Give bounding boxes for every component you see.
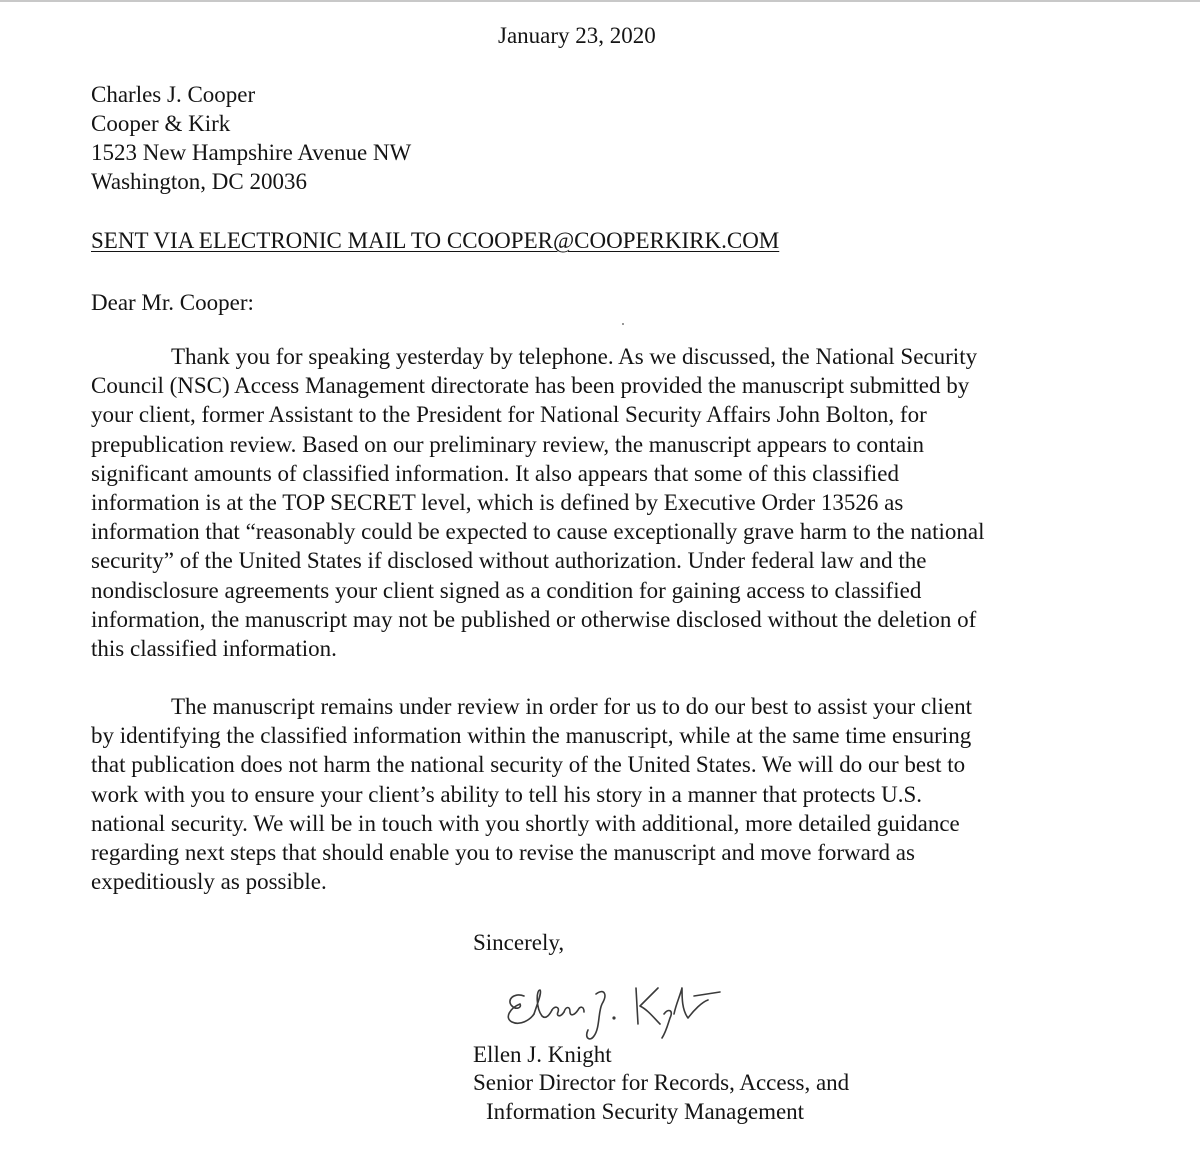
recipient-city: Washington, DC 20036 [91,169,308,194]
salutation: Dear Mr. Cooper: [91,290,254,315]
paragraph-line: Thank you for speaking yesterday by telephone. As we discussed, the National Security [171,344,978,369]
scan-top-edge [0,0,1200,2]
signer-title-line-1: Senior Director for Records, Access, and [473,1070,850,1095]
paragraph-line: information, the manuscript may not be published or otherwise disclosed without the deletion of [91,606,977,632]
signer-title-line-2: Information Security Management [486,1099,805,1124]
scan-speck [622,323,624,325]
recipient-firm: Cooper & Kirk [91,111,231,136]
paragraph-line: national security. We will be in touch with you shortly with additional, more detailed guidance [91,810,960,836]
closing: Sincerely, [473,930,565,955]
paragraph-line: nondisclosure agreements your client signed as a condition for gaining access to classified [91,577,922,603]
handwritten-signature [498,974,798,1044]
paragraph-line: by identifying the classified information within the manuscript, while at the same time ensuring [91,723,972,749]
paragraph-line: Council (NSC) Access Management directorate has been provided the manuscript submitted by [91,373,970,399]
paragraph-line: prepublication review. Based on our preliminary review, the manuscript appears to contain [91,431,925,457]
body-paragraph-1 [91,342,1091,663]
recipient-street: 1523 New Hampshire Avenue NW [91,140,412,165]
paragraph-line: this classified information. [91,636,337,662]
paragraph-line: security” of the United States if disclosed without authorization. Under federal law and the [91,548,927,574]
letter-date: January 23, 2020 [498,23,656,48]
paragraph-line: your client, former Assistant to the President for National Security Affairs John Bolton, for [91,402,927,428]
body-paragraph-2 [91,692,1091,896]
paragraph-line: information that “reasonably could be expected to cause exceptionally grave harm to the national [91,519,985,545]
delivery-notice: SENT VIA ELECTRONIC MAIL TO CCOOPER@COOPERKIRK.COM [91,228,780,253]
paragraph-line: significant amounts of classified information. It also appears that some of this classified [91,460,899,486]
paragraph-line: work with you to ensure your client’s ability to tell his story in a manner that protects U.S. [91,781,923,807]
paragraph-line: expeditiously as possible. [91,869,327,895]
paragraph-line: that publication does not harm the national security of the United States. We will do our best to [91,752,966,778]
recipient-name: Charles J. Cooper [91,82,256,107]
paragraph-line: information is at the TOP SECRET level, which is defined by Executive Order 13526 as [91,490,904,516]
signer-name: Ellen J. Knight [473,1042,612,1067]
paragraph-line: The manuscript remains under review in order for us to do our best to assist your client [171,694,972,719]
paragraph-line: regarding next steps that should enable you to revise the manuscript and move forward as [91,840,915,866]
